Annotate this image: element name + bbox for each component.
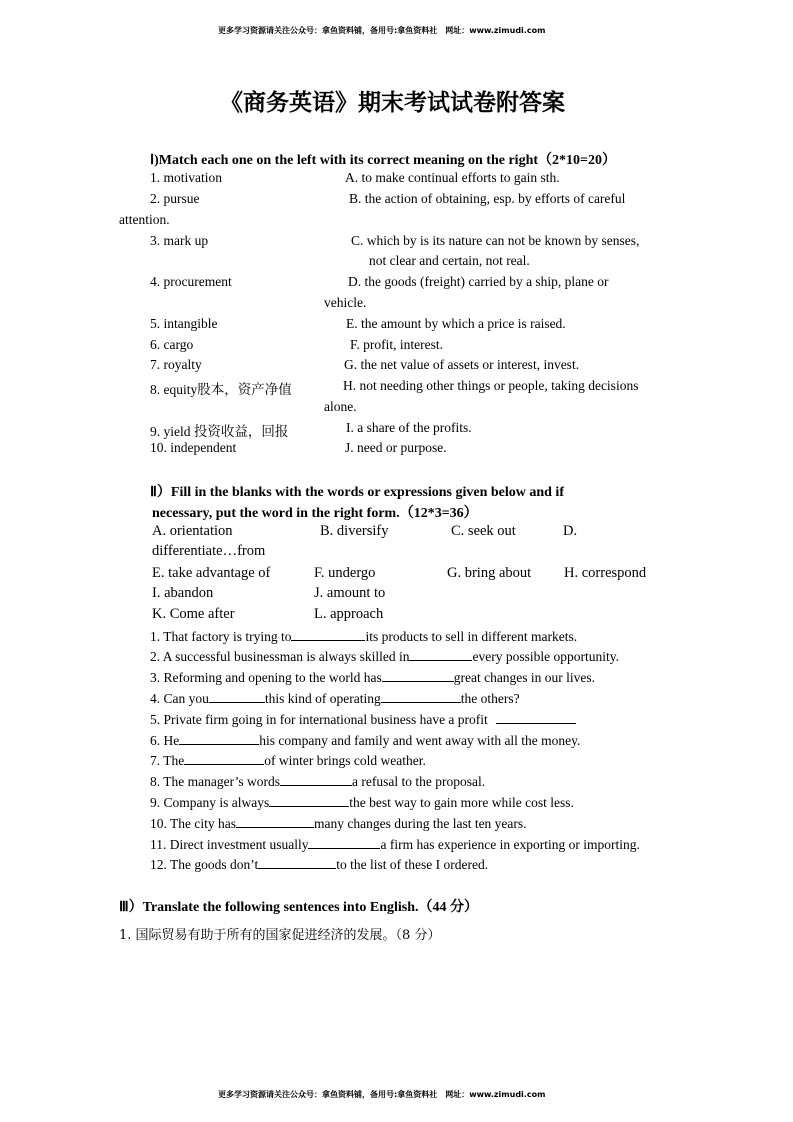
match-term: 9. yield 投资收益，回报 xyxy=(150,424,289,439)
match-definition-cont: vehicle. xyxy=(324,295,367,310)
answer-blank[interactable] xyxy=(209,690,265,703)
sentence-text: 4. Can you xyxy=(150,691,209,706)
option: K. Come after xyxy=(152,606,235,622)
answer-blank[interactable] xyxy=(381,690,461,703)
sentence-text: every possible opportunity. xyxy=(472,649,619,664)
fill-sentence xyxy=(150,648,619,665)
sentence-text: 5. Private firm going in for international business have a profit xyxy=(150,712,488,727)
match-term: 1. motivation xyxy=(150,170,222,185)
sentence-text: to the list of these I ordered. xyxy=(336,857,489,872)
match-definition-cont: alone. xyxy=(324,399,357,414)
sentence-text: 9. Company is always xyxy=(150,795,270,810)
sentence-text: the best way to gain more while cost less. xyxy=(349,795,574,810)
answer-blank[interactable] xyxy=(269,794,349,807)
answer-blank[interactable] xyxy=(258,856,336,869)
sentence-text: 11. Direct investment usually xyxy=(150,837,309,852)
match-term: 2. pursue xyxy=(150,191,200,206)
match-term: 8. equity股本，资产净值 xyxy=(150,382,292,397)
fill-sentence xyxy=(150,815,527,832)
sentence-text: 1. That factory is trying to xyxy=(150,629,292,644)
fill-sentence xyxy=(150,752,426,769)
fill-sentence xyxy=(150,669,595,686)
match-definition: G. the net value of assets or interest, invest. xyxy=(344,357,580,372)
section3-heading: Ⅲ）Translate the following sentences into English.（44 分） xyxy=(119,900,479,915)
translate-question: 1. 国际贸易有助于所有的国家促进经济的发展。（8 分） xyxy=(119,928,441,943)
fill-sentence xyxy=(150,794,574,811)
sentence-text: 10. The city has xyxy=(150,816,236,831)
option: C. seek out xyxy=(451,523,516,539)
option: L. approach xyxy=(314,606,384,622)
sentence-text: 12. The goods don’t xyxy=(150,857,259,872)
match-definition-cont: not clear and certain, not real. xyxy=(369,253,530,268)
sentence-text: many changes during the last ten years. xyxy=(313,816,527,831)
section2-heading-cont: necessary, put the word in the right form.（12*3=36） xyxy=(152,506,478,521)
answer-blank[interactable] xyxy=(184,752,264,765)
option: J. amount to xyxy=(314,585,386,601)
match-term: 6. cargo xyxy=(150,337,194,352)
sentence-text: a firm has experience in exporting or importing. xyxy=(380,837,640,852)
footer-banner: 更多学习资源请关注公众号：拿鱼资料铺，备用号:拿鱼资料社 网址：www.zimudi.com xyxy=(218,1090,546,1099)
header-banner: 更多学习资源请关注公众号：拿鱼资料铺，备用号:拿鱼资料社 网址：www.zimudi.com xyxy=(218,26,546,35)
answer-blank[interactable] xyxy=(291,628,365,641)
section2-heading: Ⅱ）Fill in the blanks with the words or expressions given below and if xyxy=(150,485,564,500)
fill-sentence xyxy=(150,690,520,707)
option: D. xyxy=(563,523,578,539)
match-definition-cont: attention. xyxy=(119,212,170,227)
option: F. undergo xyxy=(314,565,376,581)
fill-sentence xyxy=(150,856,488,873)
sentence-text: 3. Reforming and opening to the world has xyxy=(150,670,382,685)
match-definition: F. profit, interest. xyxy=(350,337,444,352)
answer-blank[interactable] xyxy=(496,711,576,724)
page-title: 《商务英语》期末考试试卷附答案 xyxy=(220,89,565,116)
answer-blank[interactable] xyxy=(179,732,259,745)
answer-blank[interactable] xyxy=(382,669,454,682)
option: I. abandon xyxy=(152,585,214,601)
sentence-text: the others? xyxy=(460,691,520,706)
match-term: 10. independent xyxy=(150,440,237,455)
match-definition: B. the action of obtaining, esp. by efforts of careful xyxy=(349,191,626,206)
option: E. take advantage of xyxy=(152,565,271,581)
option-cont: differentiate…from xyxy=(152,543,266,559)
match-definition: J. need or purpose. xyxy=(345,440,447,455)
fill-sentence xyxy=(150,773,485,790)
answer-blank[interactable] xyxy=(236,815,314,828)
sentence-text: a refusal to the proposal. xyxy=(351,774,486,789)
match-term: 5. intangible xyxy=(150,316,218,331)
option: B. diversify xyxy=(320,523,389,539)
section1-heading: Ⅰ)Match each one on the left with its correct meaning on the right（2*10=20） xyxy=(150,153,616,168)
option: H. correspond xyxy=(564,565,647,581)
answer-blank[interactable] xyxy=(409,648,472,661)
fill-sentence xyxy=(150,628,577,645)
sentence-text: 7. The xyxy=(150,753,185,768)
answer-blank[interactable] xyxy=(280,773,352,786)
fill-sentence xyxy=(150,836,640,853)
fill-sentence xyxy=(150,711,576,728)
option: A. orientation xyxy=(152,523,233,539)
fill-sentence xyxy=(150,732,580,749)
match-definition: D. the goods (freight) carried by a ship, plane or xyxy=(348,274,609,289)
match-term: 7. royalty xyxy=(150,357,202,372)
sentence-text: 2. A successful businessman is always skilled in xyxy=(150,649,410,664)
match-definition: I. a share of the profits. xyxy=(346,420,472,435)
sentence-text: of winter brings cold weather. xyxy=(264,753,426,768)
match-term: 3. mark up xyxy=(150,233,209,248)
match-definition: H. not needing other things or people, taking decisions xyxy=(343,378,639,393)
sentence-text: great changes in our lives. xyxy=(453,670,596,685)
sentence-text: 8. The manager’s words xyxy=(150,774,280,789)
match-definition: C. which by is its nature can not be known by senses, xyxy=(351,233,640,248)
sentence-text: this kind of operating xyxy=(264,691,381,706)
match-definition: A. to make continual efforts to gain sth. xyxy=(345,170,560,185)
answer-blank[interactable] xyxy=(308,836,380,849)
sentence-text: its products to sell in different markets. xyxy=(365,629,578,644)
sentence-text: 6. He xyxy=(150,733,180,748)
match-term: 4. procurement xyxy=(150,274,232,289)
option: G. bring about xyxy=(447,565,532,581)
match-definition: E. the amount by which a price is raised. xyxy=(346,316,566,331)
sentence-text: his company and family and went away with all the money. xyxy=(259,733,581,748)
